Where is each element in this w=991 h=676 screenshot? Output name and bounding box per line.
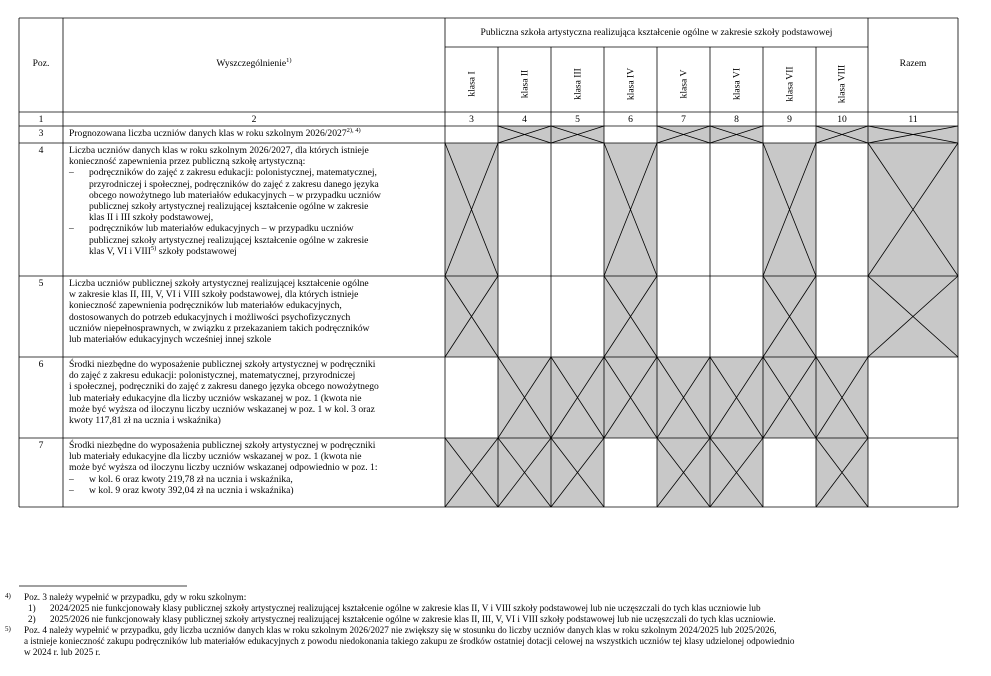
footnote-line (24, 647, 100, 658)
row-description (69, 278, 369, 345)
dash-bullet: – (69, 223, 74, 235)
row-poz (19, 278, 63, 290)
description-line (69, 451, 378, 462)
column-number-text: 9 (787, 113, 792, 125)
description-line (69, 474, 378, 485)
header-class-8: klasa VIII (836, 64, 848, 103)
description-line (69, 440, 378, 451)
description-text: publicznej szkoły artystycznej realizującej kształcenie ogólne w zakresie (89, 234, 369, 246)
footnote-ref: 5) (150, 244, 157, 252)
description-text: Liczba uczniów danych klas w roku szkolnym 2026/2027, dla których istnieje (69, 145, 369, 156)
row-description (69, 440, 378, 496)
description-text: dostosowanych do potrzeb edukacyjnych i możliwości psychofizycznych (69, 311, 351, 323)
description-line (69, 167, 381, 178)
description-text: podręczników lub materiałów edukacyjnych – w przypadku uczniów (89, 223, 354, 235)
description-line (69, 381, 379, 392)
description-text: konieczność zapewnienia przez publiczną szkołę artystyczną: (69, 156, 306, 168)
description-line (69, 415, 379, 426)
column-number (63, 114, 445, 126)
column-number (498, 114, 551, 126)
column-number-text: 5 (575, 113, 580, 125)
row-poz-text: 7 (38, 440, 44, 451)
description-text: Liczba uczniów publicznej szkoły artystycznej realizującej kształcenie ogólne (69, 278, 369, 289)
column-number (763, 114, 816, 126)
row-poz (19, 145, 63, 157)
column-number (816, 114, 868, 126)
footnote-mark-text: 5) (5, 625, 11, 633)
description-text: i społecznej, podręczniki do zajęć z zakresu danego języka obcego nowożytnego (69, 381, 379, 393)
description-text: Prognozowana liczba uczniów danych klas w roku szkolnym 2026/2027 (69, 128, 347, 139)
column-number-text: 11 (908, 113, 918, 125)
footnote-text: Poz. 3 należy wypełnić w przypadku, gdy w roku szkolnym: (24, 592, 247, 602)
description-text: podręczników do zajęć z zakresu edukacji: polonistycznej, matematycznej, (89, 167, 377, 179)
column-number-text: 8 (734, 113, 739, 125)
header-wyszczegolnienie (63, 58, 445, 70)
dash-bullet: – (69, 484, 74, 496)
row-poz (19, 359, 63, 371)
header-poz-text: Poz. (32, 58, 50, 69)
row-description (69, 145, 381, 257)
row-description (69, 359, 379, 426)
description-line (69, 289, 369, 300)
header-class-1: klasa I (466, 70, 477, 97)
header-razem (868, 58, 958, 70)
column-number-text: 3 (469, 113, 474, 125)
header-group-title (445, 27, 868, 39)
description-line (69, 128, 361, 139)
footnote-line (24, 592, 246, 603)
description-text: klas V, VI i VIII (89, 245, 151, 257)
footnote-mark (5, 623, 11, 635)
description-text: może być wyższa od iloczynu liczby uczniów wskazanej w poz. 1 w kol. 3 oraz (69, 403, 375, 415)
dash-bullet: – (69, 167, 74, 179)
column-number-text: 10 (837, 113, 847, 125)
footnote-line (28, 603, 761, 614)
description-line (69, 212, 381, 223)
header-class-6: klasa VI (731, 67, 742, 100)
description-text: w kol. 6 oraz kwoty 219,78 zł na ucznia i wskaźnika, (89, 473, 293, 485)
footnote-text: 2024/2025 nie funkcjonowały klasy publicznej szkoły artystycznej realizującej kształcenie ogólne w zakresie klas II, V i VIII szkoły podstawowej lub nie uczęszczali do tych klas uczniowie lub (50, 603, 761, 613)
description-line (69, 404, 379, 415)
footnote-ref: 1) (286, 57, 292, 64)
description-line (69, 278, 369, 289)
row-poz-text: 3 (38, 128, 44, 139)
column-number (710, 114, 763, 126)
footnote-text: w 2024 r. lub 2025 r. (24, 647, 101, 657)
description-text: może być wyższa od iloczynu liczby uczniów wskazanej odpowiednio w poz. 1: (69, 462, 378, 474)
description-text: przyrodniczej i społecznej, podręczników do zajęć z zakresu danego języka (89, 178, 379, 190)
description-line (69, 223, 381, 234)
description-line (69, 370, 379, 381)
footnote-number: 2) (28, 614, 36, 624)
description-line (69, 462, 378, 473)
footnote-text: Poz. 4 należy wypełnić w przypadku, gdy liczba uczniów danych klas w roku szkolnym 2026/2027 nie zwiększy się w stosunku do liczby uczniów danych klas w roku szkolnym 2024/2025 lub 2025/2026, (24, 625, 777, 635)
header-class-5: klasa V (678, 69, 689, 98)
header-class-3: klasa III (572, 67, 583, 100)
footnote-mark (5, 590, 11, 602)
description-text: uczniów niepełnosprawnych, w związku z przekazaniem takich podręczników (69, 322, 370, 334)
description-text: do zajęć z zakresu edukacji: polonistycznej, matematycznej, przyrodniczej (69, 370, 356, 382)
header-poz (19, 58, 63, 70)
description-line (69, 485, 378, 496)
description-line (69, 312, 369, 323)
description-text: w kol. 9 oraz kwoty 392,04 zł na ucznia i wskaźnika) (89, 484, 294, 496)
description-text: lub materiałów edukacyjnych wcześniej innej szkole (69, 334, 272, 346)
description-line (69, 359, 379, 370)
column-number-text: 7 (681, 113, 686, 125)
description-line (69, 235, 381, 246)
footnote-number: 1) (28, 603, 36, 613)
description-line (69, 300, 369, 311)
column-number (657, 114, 710, 126)
column-number (445, 114, 498, 126)
footnote-line (24, 636, 795, 647)
description-text: konieczność zapewnienia podręczników lub materiałów edukacyjnych, (69, 300, 342, 312)
dash-bullet: – (69, 473, 74, 485)
description-line (69, 145, 381, 156)
row-poz-text: 6 (38, 359, 44, 370)
description-text: klas II i III szkoły podstawowej, (89, 212, 214, 224)
description-text: lub materiały edukacyjne dla liczby uczniów wskazanej w poz. 1 (kwota nie (69, 392, 362, 404)
header-wyszczegolnienie-text: Wyszczególnienie (216, 58, 287, 69)
description-line (69, 156, 381, 167)
footnote-mark-text: 4) (5, 592, 11, 600)
description-text: obcego nowożytnego lub materiałów edukacyjnych – w przypadku uczniów (89, 189, 381, 201)
header-class-4: klasa IV (625, 67, 636, 100)
column-number-text: 2 (251, 113, 257, 125)
footnote-line (28, 614, 776, 625)
description-line (69, 201, 381, 212)
footnote-text: 2025/2026 nie funkcjonowały klasy publicznej szkoły artystycznej realizującej kształcenie ogólne w zakresie klas II, III, V, VI i VIII szkoły podstawowej lub nie uczęszczali do tych klas uczniowie. (50, 614, 776, 624)
column-number (19, 114, 63, 126)
row-poz (19, 128, 63, 140)
description-text: szkoły podstawowej (156, 245, 237, 257)
column-number-text: 4 (522, 113, 527, 125)
footnote-ref: 2), 4) (346, 127, 361, 134)
description-text: lub materiały edukacyjne dla liczby uczniów wskazanej w poz. 1 (kwota nie (69, 451, 362, 463)
row-poz-text: 4 (38, 145, 44, 156)
description-text: Środki niezbędne do wyposażenia publicznej szkoły artystycznej w podręczniki (69, 440, 376, 451)
description-text: kwoty 117,81 zł na ucznia i wskaźnika) (69, 415, 221, 427)
description-line (69, 323, 369, 334)
column-number-text: 6 (628, 113, 633, 125)
row-description (69, 128, 361, 139)
description-text: w zakresie klas II, III, V, VI i VIII szkoły podstawowej, dla których istnieje (69, 289, 359, 301)
header-class-7: klasa VII (784, 65, 795, 102)
description-text: Środki niezbędne do wyposażenie publicznej szkoły artystycznej w podręczniki (69, 359, 376, 370)
header-razem-text: Razem (899, 58, 927, 69)
row-poz-text: 5 (38, 278, 44, 289)
column-number (551, 114, 604, 126)
footnote-text: a istnieje konieczność zakupu podręczników lub materiałów edukacyjnych z powodu niedokonania takiego zakupu ze środków ostatniej dotacji celowej na wszystkich uczniów tej klasy udzielonej odpowiednio (24, 636, 795, 646)
header-class-2: klasa II (519, 69, 530, 98)
header-group-title-text: Publiczna szkoła artystyczna realizująca kształcenie ogólne w zakresie szkoły podstawowej (480, 27, 833, 38)
description-line (69, 179, 381, 190)
description-line (69, 393, 379, 404)
footnote-line (24, 625, 776, 636)
column-number (604, 114, 657, 126)
description-line (69, 246, 381, 257)
row-poz (19, 440, 63, 452)
column-number-text: 1 (38, 113, 44, 125)
description-text: publicznej szkoły artystycznej realizującej kształcenie ogólne w zakresie (89, 201, 369, 213)
description-line (69, 334, 369, 345)
description-line (69, 190, 381, 201)
column-number (868, 114, 958, 126)
